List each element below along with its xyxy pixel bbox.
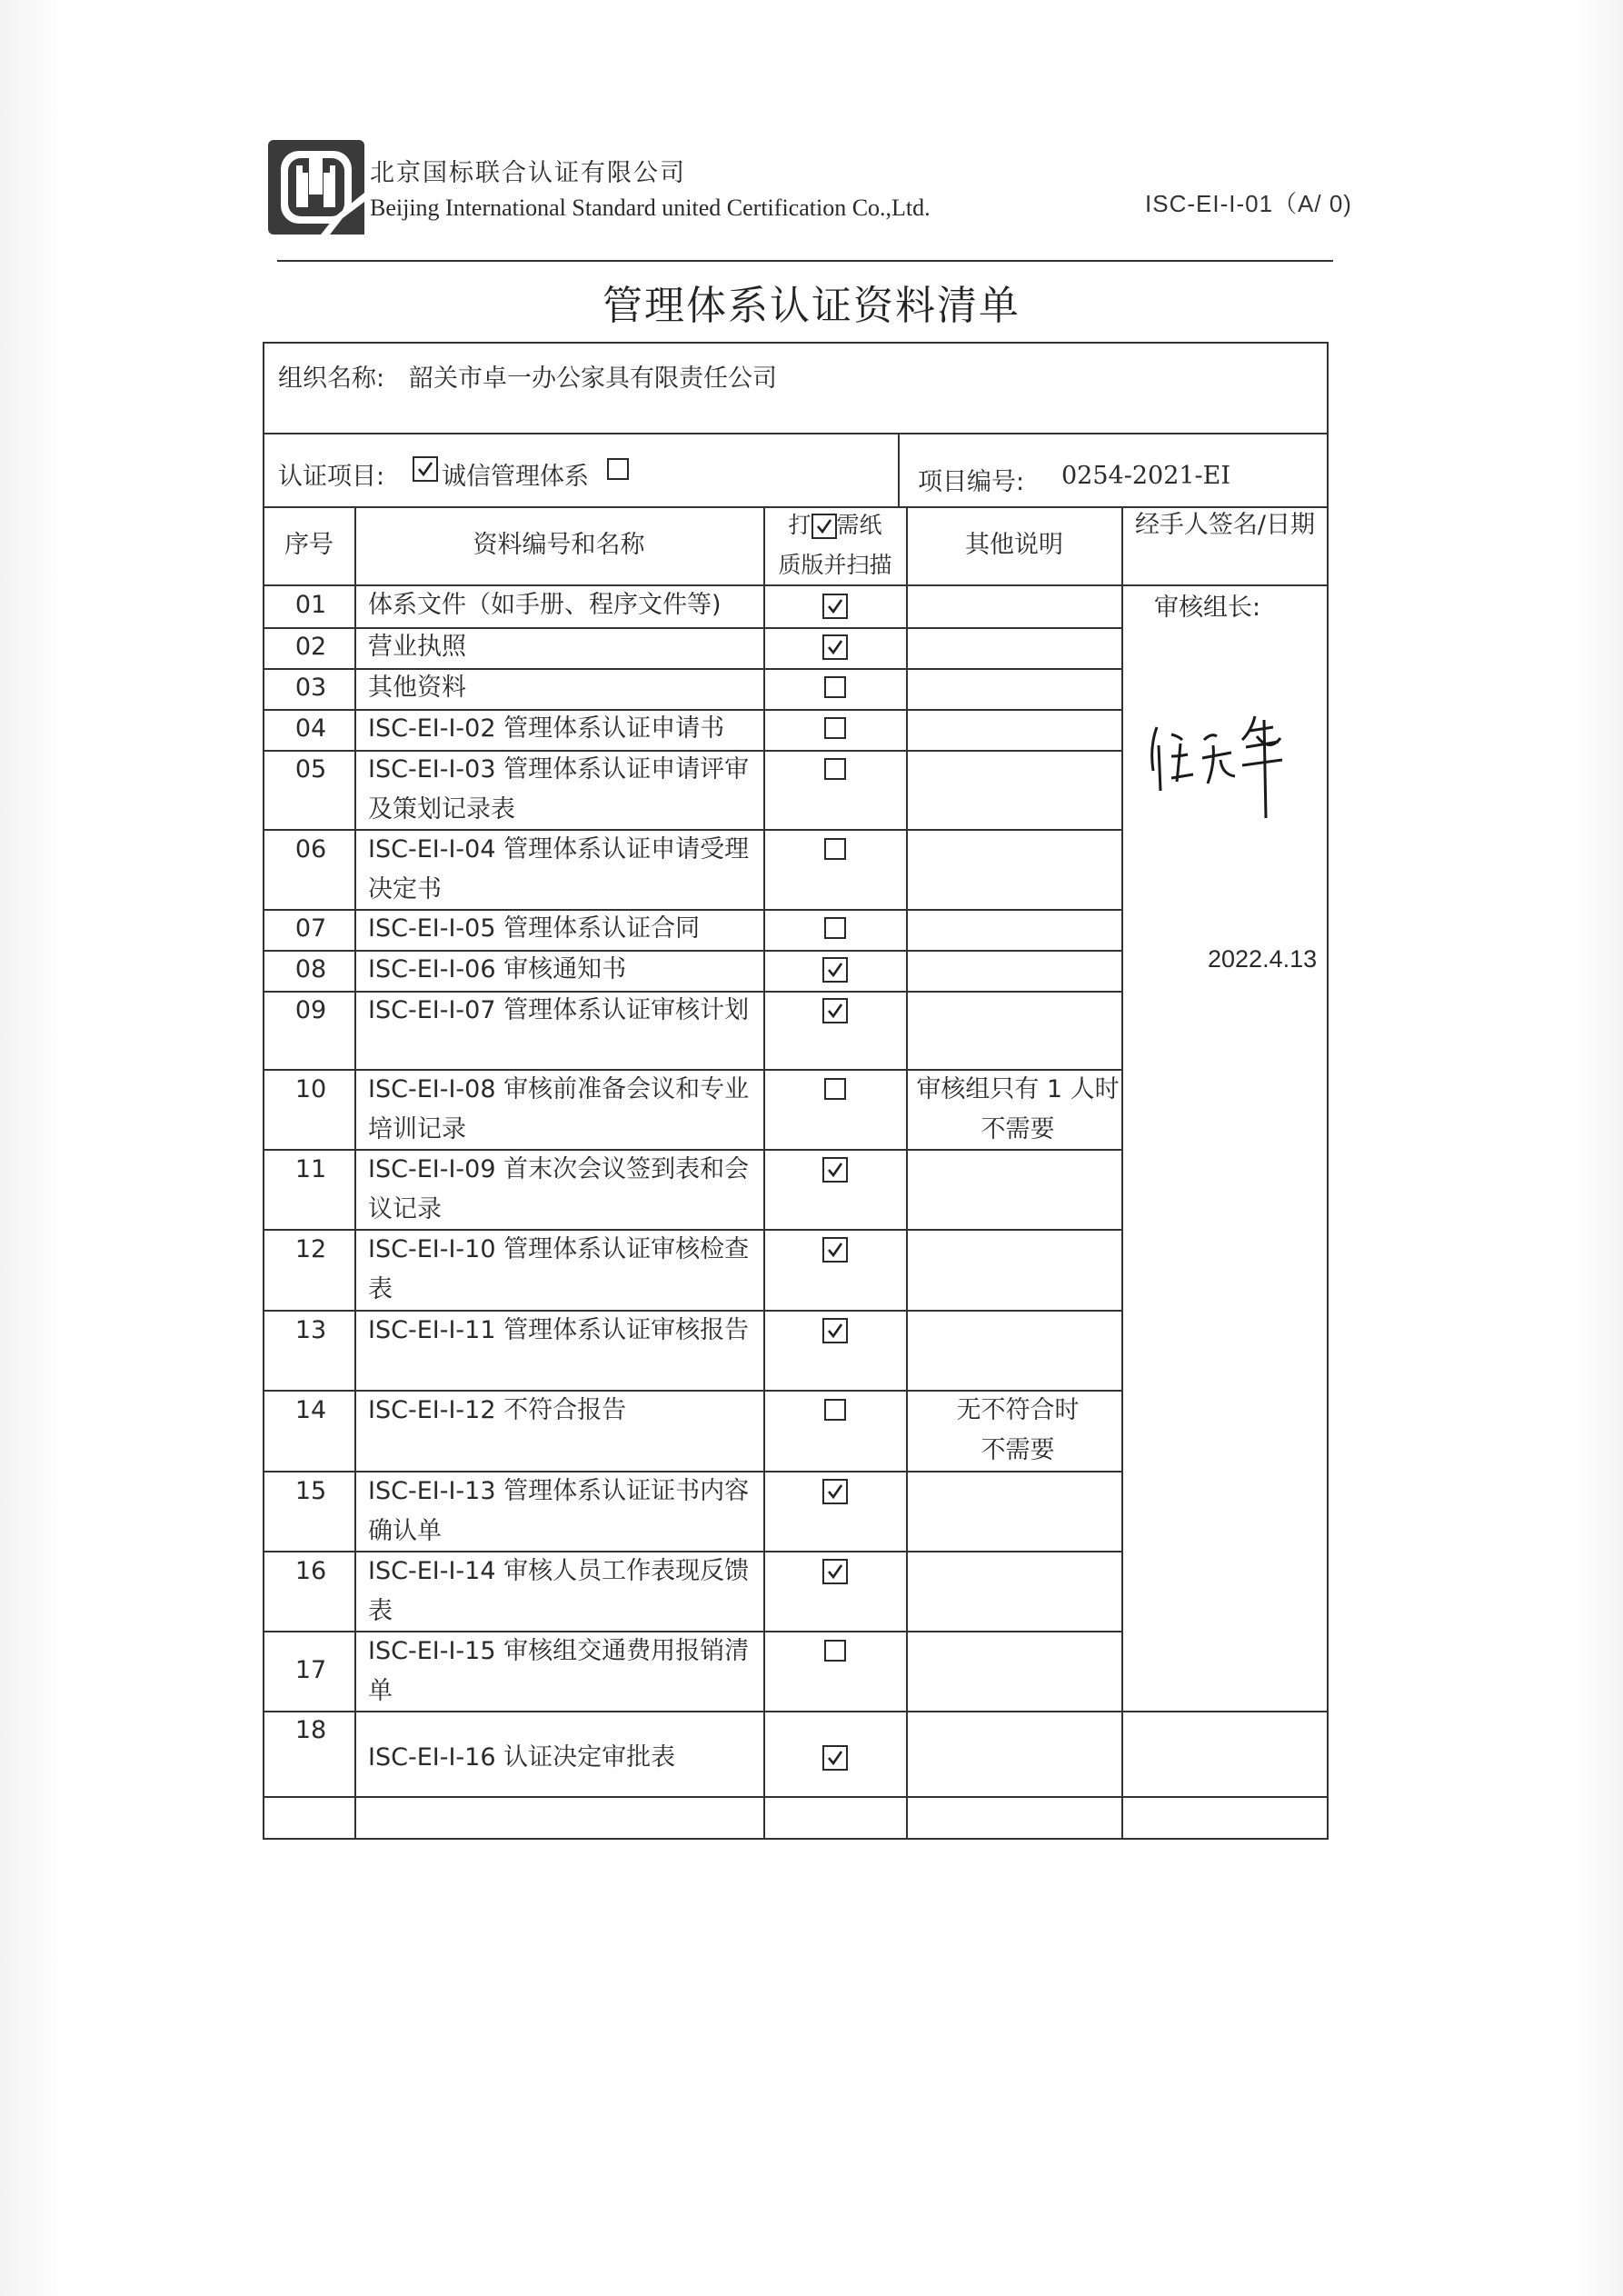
company-name-cn: 北京国标联合认证有限公司: [370, 159, 686, 187]
row-name: ISC-EI-I-11 管理体系认证审核报告: [368, 1316, 750, 1344]
row-name: ISC-EI-I-06 审核通知书: [368, 955, 627, 983]
row-number: 15: [294, 1477, 327, 1505]
row-number: 02: [294, 633, 327, 661]
header-divider: [277, 260, 1333, 262]
row-checkbox-checked[interactable]: [822, 998, 848, 1023]
row-number: 12: [294, 1235, 327, 1263]
row-number: 18: [294, 1716, 327, 1744]
project-option2-checkbox[interactable]: [607, 458, 629, 480]
document-title: 管理体系认证资料清单: [602, 283, 1021, 329]
row-name: 营业执照: [368, 633, 466, 661]
project-number-label: 项目编号:: [918, 468, 1025, 496]
row-checkbox[interactable]: [824, 717, 846, 739]
col-header-seq: 序号: [284, 531, 334, 559]
header-check-icon: [812, 514, 837, 539]
company-logo-icon: [266, 138, 366, 236]
row-name: ISC-EI-I-10 管理体系认证审核检查表: [368, 1235, 750, 1303]
org-name-label: 组织名称:: [278, 364, 385, 393]
row-name: ISC-EI-I-03 管理体系认证申请评审及策划记录表: [368, 755, 750, 824]
col-header-notes: 其他说明: [965, 531, 1063, 559]
col-line: [1121, 506, 1123, 1840]
row-name: ISC-EI-I-16 认证决定审批表: [368, 1743, 676, 1772]
row-name: ISC-EI-I-13 管理体系认证证书内容确认单: [368, 1477, 750, 1545]
row-number: 07: [294, 914, 327, 943]
row-checkbox[interactable]: [824, 1640, 846, 1662]
col-line: [906, 506, 908, 1840]
col-header-paper: 打 需纸 质版并扫描: [778, 512, 892, 578]
row-checkbox-checked[interactable]: [822, 957, 848, 983]
company-name-en: Beijing International Standard united Certification Co.,Ltd.: [370, 195, 931, 221]
row-checkbox-checked[interactable]: [822, 1237, 848, 1263]
row-name: 其他资料: [368, 674, 466, 702]
row-checkbox-checked[interactable]: [822, 594, 848, 619]
row-checkbox[interactable]: [824, 917, 846, 939]
row-number: 13: [294, 1316, 327, 1344]
row-name: ISC-EI-I-09 首末次会议签到表和会议记录: [368, 1155, 750, 1223]
row-name: ISC-EI-I-14 审核人员工作表现反馈表: [368, 1557, 750, 1625]
row-name: ISC-EI-I-02 管理体系认证申请书: [368, 714, 725, 743]
project-option1-checkbox[interactable]: [413, 456, 438, 482]
row-checkbox-checked[interactable]: [822, 1157, 848, 1183]
col-header-name: 资料编号和名称: [473, 531, 645, 559]
row-name: ISC-EI-I-15 审核组交通费用报销清单: [368, 1637, 750, 1705]
signer-role: 审核组长:: [1154, 594, 1261, 622]
project-option1-label: 诚信管理体系: [442, 463, 589, 491]
row-checkbox[interactable]: [824, 838, 846, 860]
row-note: 无不符合时不需要: [956, 1396, 1080, 1464]
scan-shadow-right: [1568, 0, 1623, 2296]
row-number: 16: [294, 1557, 327, 1585]
row-note: 审核组只有 1 人时不需要: [916, 1075, 1120, 1143]
signature: [1140, 700, 1322, 827]
row-checkbox-checked[interactable]: [822, 634, 848, 660]
row-number: 14: [294, 1396, 327, 1424]
row-checkbox[interactable]: [824, 1399, 846, 1421]
row-checkbox[interactable]: [824, 676, 846, 698]
row-name: ISC-EI-I-12 不符合报告: [368, 1396, 627, 1424]
row-name: ISC-EI-I-08 审核前准备会议和专业培训记录: [368, 1075, 750, 1143]
row-number: 11: [294, 1155, 327, 1183]
row-name: ISC-EI-I-04 管理体系认证申请受理决定书: [368, 835, 750, 903]
row-number: 06: [294, 835, 327, 863]
scan-shadow-left: [0, 0, 64, 2296]
row-number: 08: [294, 955, 327, 983]
row-number: 17: [294, 1656, 327, 1684]
form-code: ISC-EI-I-01（A/ 0): [1145, 190, 1352, 217]
row-checkbox-checked[interactable]: [822, 1479, 848, 1504]
row-checkbox-checked[interactable]: [822, 1318, 848, 1343]
row-number: 05: [294, 755, 327, 784]
row-number: 04: [294, 714, 327, 743]
row-number: 10: [294, 1075, 327, 1103]
row-checkbox[interactable]: [824, 1078, 846, 1100]
project-number-value: 0254-2021-EI: [1061, 462, 1231, 490]
row-name: 体系文件（如手册、程序文件等): [368, 591, 722, 619]
row-number: 03: [294, 674, 327, 702]
sign-date: 2022.4.13: [1208, 945, 1318, 973]
row-checkbox-checked[interactable]: [822, 1745, 848, 1771]
row-name: ISC-EI-I-07 管理体系认证审核计划: [368, 996, 750, 1024]
col-header-signer: 经手人签名/日期: [1134, 511, 1316, 539]
row-checkbox[interactable]: [824, 758, 846, 780]
cert-project-label: 认证项目:: [278, 463, 385, 491]
row-number: 01: [294, 591, 327, 619]
row-checkbox-checked[interactable]: [822, 1559, 848, 1584]
row-number: 09: [294, 996, 327, 1024]
row-name: ISC-EI-I-05 管理体系认证合同: [368, 914, 701, 943]
org-name-value: 韶关市卓一办公家具有限责任公司: [409, 364, 777, 393]
